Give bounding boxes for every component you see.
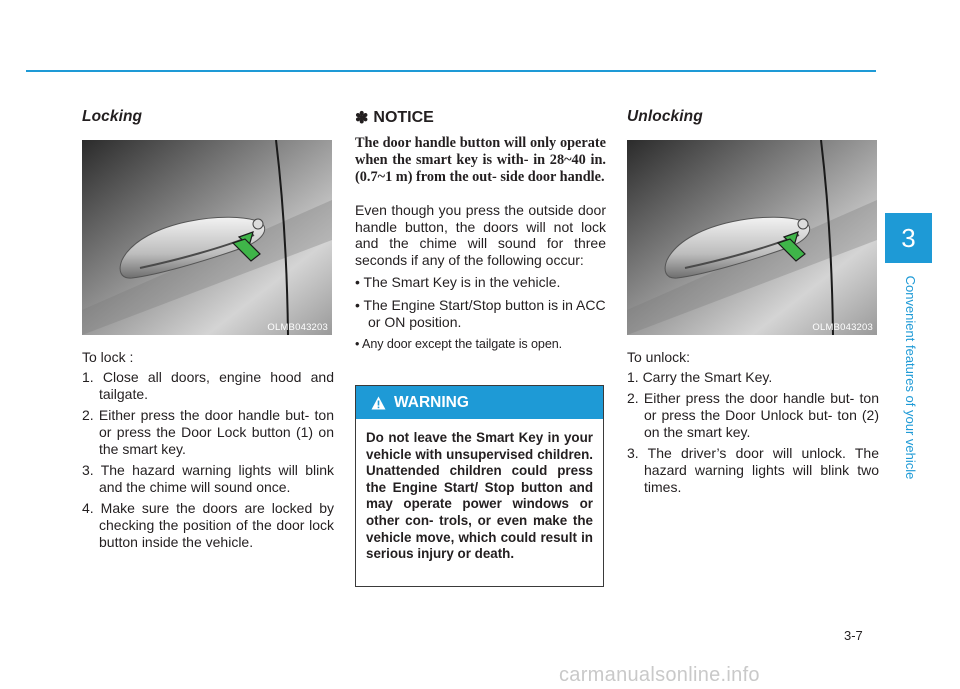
door-handle-illustration [627, 140, 877, 335]
warning-triangle-icon [371, 396, 386, 410]
unlocking-heading: Unlocking [627, 108, 703, 125]
unlocking-figure [627, 140, 877, 335]
locking-section [82, 108, 334, 555]
list-item: 1. Close all doors, engine hood and tailgate. [82, 369, 334, 402]
list-item: 2. Either press the door handle but- ton or press the Door Lock button (1) on the smart key. [82, 407, 334, 457]
door-handle-illustration [82, 140, 332, 335]
notice-bullets [355, 274, 606, 352]
locking-heading: Locking [82, 108, 143, 125]
watermark: carmanualsonline.info [559, 664, 760, 686]
warning-header [356, 386, 603, 419]
list-item: 2. Either press the door handle but- ton or press the Door Unlock but- ton (2) on the smart key. [627, 390, 879, 440]
chapter-title-text: Convenient features of your vehicle [903, 275, 918, 480]
chapter-tab: 3 [885, 213, 932, 263]
notice-emphasis: The door handle button will only operate when the smart key is with- in 28~40 in. (0.7~1 m) from the out- side door handle. [355, 135, 606, 185]
list-item: • Any door except the tailgate is open. [355, 337, 563, 352]
notice-heading [355, 108, 606, 128]
chapter-title [898, 270, 920, 495]
locking-figure [82, 140, 332, 335]
header-rule [26, 70, 876, 72]
notice-section [355, 108, 606, 359]
list-item: 3. The hazard warning lights will blink and the chime will sound once. [82, 462, 334, 495]
figure-code: OLMB043203 [267, 322, 328, 333]
warning-text: Do not leave the Smart Key in your vehicle with unsupervised children. Unattended children could press the Engine Start/ Stop button and may operate power windows or other con- trols, or even make the vehicle move, which could result in serious injury or death. [366, 430, 593, 562]
asterisk-icon: ✽ [355, 110, 369, 127]
warning-title: WARNING [394, 393, 469, 411]
notice-paragraph: Even though you press the outside door handle button, the doors will not lock and the chime will sound for three seconds if any of the following occur: [355, 202, 606, 268]
notice-title: NOTICE [373, 109, 434, 126]
page-number: 3-7 [844, 628, 863, 643]
list-item: 3. The driver’s door will unlock. The hazard warning lights will blink two times. [627, 445, 879, 495]
list-item: 4. Make sure the doors are locked by checking the position of the door lock button inside the vehicle. [82, 500, 334, 550]
unlocking-steps [627, 369, 879, 496]
unlocking-intro: To unlock: [627, 349, 691, 365]
list-item: • The Engine Start/Stop button is in ACC or ON position. [355, 296, 606, 330]
unlocking-section [627, 108, 879, 500]
list-item: • The Smart Key is in the vehicle. [355, 274, 561, 291]
figure-code: OLMB043203 [812, 322, 873, 333]
warning-box [355, 385, 604, 587]
locking-intro: To lock : [82, 349, 134, 365]
locking-steps [82, 369, 334, 551]
list-item: 1. Carry the Smart Key. [627, 369, 773, 385]
